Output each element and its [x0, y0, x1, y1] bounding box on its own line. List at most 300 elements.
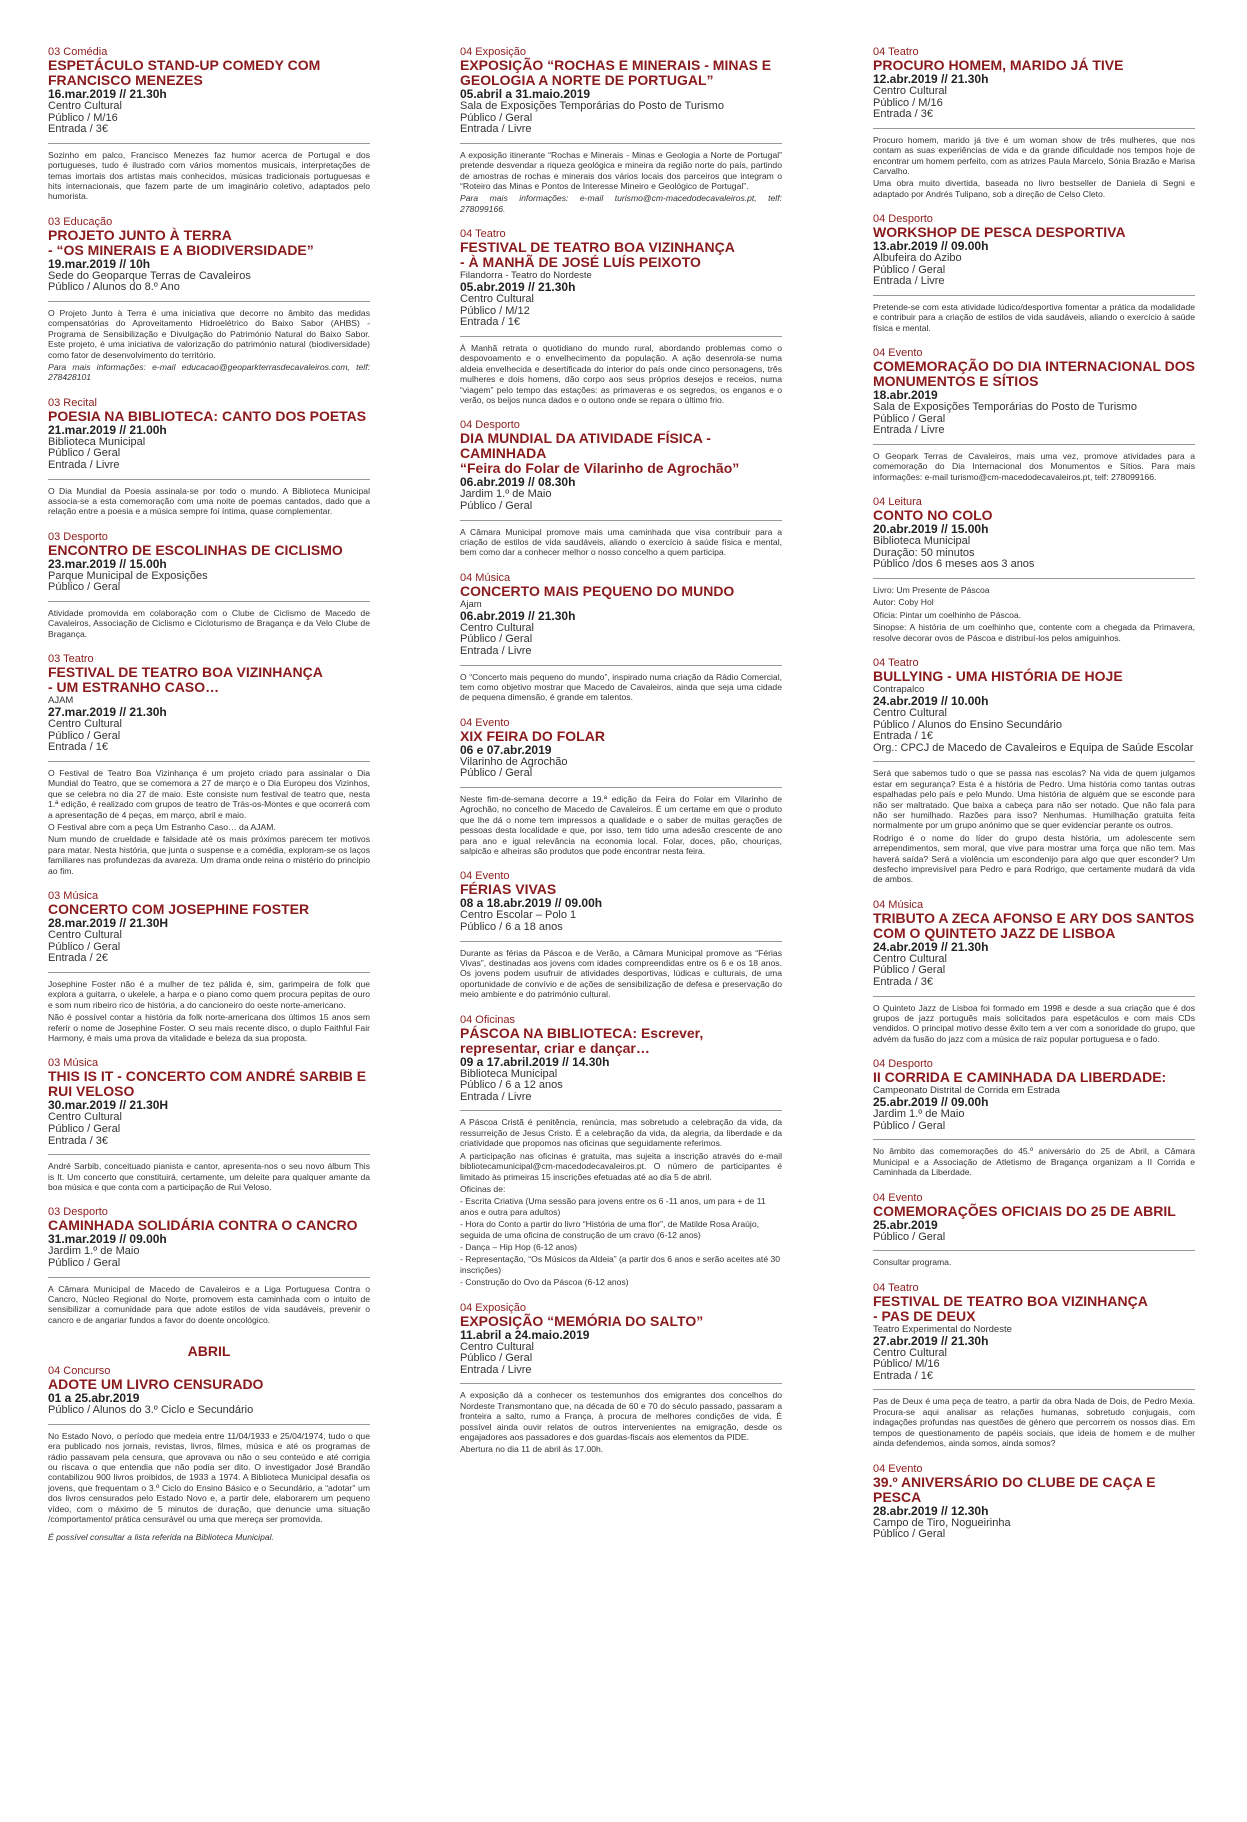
event-divider [48, 301, 370, 302]
event-title: WORKSHOP DE PESCA DESPORTIVA [873, 224, 1126, 241]
event-date: 06.abr.2019 // 08.30h [460, 475, 576, 490]
agenda-column-1 [48, 46, 370, 1822]
event-category: 04 Evento [873, 347, 923, 360]
event-spacer [873, 1270, 1195, 1282]
event-spacer [873, 645, 1195, 657]
event-info-line: Centro Cultural [873, 952, 947, 965]
event-subtitle: - “OS MINERAIS E A BIODIVERSIDADE” [48, 241, 314, 258]
event-date: 13.abr.2019 // 09.00h [873, 239, 989, 254]
event-category: 03 Comédia [48, 46, 108, 58]
event-info-line: Centro Cultural [460, 621, 534, 634]
event-info-line: Sede do Geoparque Terras de Cavaleiros [48, 269, 251, 282]
event-date: 30.mar.2019 // 21.30H [48, 1098, 169, 1113]
event-date: 05.abril a 31.maio.2019 [460, 87, 591, 101]
event-info-line: Público / Geral [48, 729, 121, 742]
event-description [48, 308, 370, 383]
event-divider [460, 665, 782, 666]
event-title: FESTIVAL DE TEATRO BOA VIZINHANÇA [48, 664, 323, 681]
event-info-line: Público / Geral [460, 1352, 533, 1365]
event-description [460, 672, 782, 703]
event-entry [460, 228, 782, 419]
event-info-line: Público / 6 a 18 anos [460, 921, 563, 934]
event-info-line: Público / Geral [48, 581, 121, 594]
event-divider [48, 761, 370, 762]
event-entry [48, 216, 370, 397]
event-spacer [48, 1327, 370, 1339]
event-info-line: Entrada / 1€ [873, 1369, 933, 1382]
event-date: 20.abr.2019 // 15.00h [873, 522, 989, 537]
event-spacer [48, 204, 370, 216]
event-description [48, 1284, 370, 1326]
event-category: 04 Evento [873, 1191, 923, 1204]
event-info-line: Centro Cultural [873, 1346, 947, 1359]
event-spacer [873, 1180, 1195, 1192]
event-entry [873, 1192, 1195, 1282]
event-info-line: Sala de Exposições Temporárias do Posto de Turismo [460, 100, 724, 112]
event-spacer [460, 216, 782, 228]
event-entry [873, 1058, 1195, 1191]
event-spacer [48, 641, 370, 653]
event-description [460, 527, 782, 558]
workshop-list-item: - Hora do Conto a partir do livro “História de uma flor”, de Matilde Rosa Araújo, seguida de uma oficina de construção de um cravo (6-12 anos) [460, 1219, 760, 1240]
event-spacer [873, 201, 1195, 213]
event-paragraph: A exposição dá a conhecer os testemunhos dos emigrantes dos concelhos do Nordeste Transmontano que, na década de 60 e 70 do século passado, passaram a fronteira a salto, rumo a França, à procura de melhores condições de vida. É possível ainda ouvir relatos de outros intervenientes na emigração, desde os engajadores aos passadores e dos guardas-fiscais aos elementos da PIDE. [460, 1390, 782, 1442]
event-info-line: Entrada / 1€ [48, 741, 108, 754]
event-title: CONTO NO COLO [873, 507, 993, 524]
event-spacer [48, 878, 370, 890]
event-title: ADOTE UM LIVRO CENSURADO [48, 1376, 264, 1393]
event-subtitle: - UM ESTRANHO CASO… [48, 679, 220, 696]
event-info-line: Entrada / 3€ [873, 108, 933, 121]
event-paragraph: O Quinteto Jazz de Lisboa foi formado em 1998 e desde a sua criação que é dos grupos de jazz português mais solicitados para espetáculos e com mais CDs vendidos. O principal motivo desse êxito tem a ver com a sonoridade do grupo, que advém da fusão do jazz com a música de raiz popular portuguesa e o fado. [873, 1002, 1195, 1044]
event-divider [873, 128, 1195, 129]
event-info-line: Entrada / Livre [48, 459, 120, 472]
event-title: TRIBUTO A ZECA AFONSO E ARY DOS SANTOS COM O QUINTETO JAZZ DE LISBOA [873, 909, 1195, 941]
event-info-line: Centro Cultural [48, 1111, 122, 1124]
event-info-line: Centro Cultural [873, 85, 947, 97]
event-info-line: Público / Geral [873, 263, 946, 276]
event-paragraph: Rodrigo é o nome do líder do grupo desta história, um adolescente sem arrependimentos, sem moral, que vive para mostrar uma força que não tem. Mas haverá saída? Será a violência um escondenijo para algo que quer esconder? Um desfecho imprevisível para Pedro e para Rodrigo, que certamente mudará da vida de ambos. [873, 832, 1195, 885]
event-date: 25.abr.2019 [873, 1217, 938, 1232]
event-date: 18.abr.2019 [873, 388, 938, 403]
event-divider [460, 1110, 782, 1111]
event-paragraph: O Geopark Terras de Cavaleiros, mais uma vez, promove atividades para a comemoração do Dia Internacional dos Monumentos e Sítios. Para mais informações: e-mail turismo@cm-macedodecavaleiros.pt, telf: 278099166. [873, 451, 1195, 482]
event-spacer [460, 407, 782, 419]
event-date: 12.abr.2019 // 21.30h [873, 72, 989, 86]
event-info-line: Público / Geral [460, 767, 533, 780]
event-info-line: Público / Geral [460, 111, 533, 124]
event-date: 09 a 17.abril.2019 // 14.30h [460, 1054, 610, 1069]
event-category: 03 Recital [48, 396, 97, 409]
event-info-line: Duração: 50 minutos [873, 546, 975, 559]
event-category: 04 Evento [460, 716, 510, 729]
event-paragraph: André Sarbib, conceituado pianista e cantor, apresenta-nos o seu novo álbum This is It. Um concerto que constituirá, certamente, um deleite para qualquer amante da boa música e que conta com a participação de Rui Veloso. [48, 1161, 370, 1192]
event-divider [873, 1139, 1195, 1140]
event-date: 06 e 07.abr.2019 [460, 742, 552, 757]
event-paragraph: A exposição itinerante “Rochas e Minerais - Minas e Geologia a Norte de Portugal” pretende desvendar a riqueza geológica e mineira da região norte do país, partindo de amostras de rochas e minerais dos vários locais dos parceiros que integram o “Roteiro das Minas e Pontos de Interesse Mineiro e Geológico de Portugal”. [460, 149, 782, 191]
event-info-line: Público / Geral [873, 1119, 946, 1132]
event-divider [460, 787, 782, 788]
event-title: EXPOSIÇÃO “ROCHAS E MINERAIS - MINAS E GEOLOGIA A NORTE DE PORTUGAL” [460, 57, 772, 88]
event-spacer [873, 1541, 1195, 1553]
event-entry [460, 1302, 782, 1469]
event-description [48, 150, 370, 202]
event-divider [48, 479, 370, 480]
event-category: 04 Concurso [48, 1365, 111, 1378]
event-category: 04 Exposição [460, 46, 527, 58]
event-info-line: Campo de Tiro, Nogueirinha [873, 1516, 1011, 1529]
event-spacer [460, 858, 782, 870]
event-date: 16.mar.2019 // 21.30h [48, 87, 167, 101]
event-paragraph: Consultar programa. [873, 1257, 952, 1268]
event-date: 01 a 25.abr.2019 [48, 1391, 140, 1406]
event-category: 04 Teatro [460, 228, 506, 241]
event-spacer [48, 519, 370, 531]
event-info-line: Entrada / 2€ [48, 952, 108, 965]
event-spacer [48, 1045, 370, 1057]
event-info-line: Centro Cultural [460, 1340, 534, 1353]
event-info-line: Público / Alunos do Ensino Secundário [873, 718, 1062, 731]
event-info-line: Sala de Exposições Temporárias do Posto de Turismo [873, 401, 1137, 414]
event-spacer [873, 1451, 1195, 1463]
event-paragraph: A participação nas oficinas é gratuita, mas sujeita a inscrição através do e-mail bibliotecamunicipal@cm-macedodecavaleiros.pt. O número de participantes é limitado às primeiras 15 inscrições efetuadas até ao dia 5 de abril. [460, 1150, 782, 1182]
event-paragraph: Oficinas de: [460, 1183, 506, 1194]
event-paragraph: Pas de Deux é uma peça de teatro, a partir da obra Nada de Dois, de Pedro Mexia. Procura-se aqui analisar as relações humanas, sobretudo conjugais, com indagações profundas nas questões de género que percorrem os nossos dias. Em tempos de questionamento de papéis sociais, que ideia de homem e de mulher ainda defendemos, ainda somos, ainda somos? [873, 1396, 1195, 1449]
event-date: 27.mar.2019 // 21.30h [48, 705, 167, 720]
event-divider [48, 143, 370, 144]
event-paragraph: O “Concerto mais pequeno do mundo”, inspirado numa criação da Rádio Comercial, tem como objetivo mostrar que Macedo de Cavaleiros, ainda que seja uma cidade de pequena dimensão, é grande em talentos. [460, 671, 782, 703]
event-paragraph: A Câmara Municipal de Macedo de Cavaleiros e a Liga Portuguesa Contra o Cancro, Núcleo Regional do Norte, promovem esta caminhada com o intuito de sensibilizar a comunidade para que adote estilos de vida saudáveis, prevenir o cancro e de angariar fundos a favor do doente oncológico. [48, 1283, 370, 1325]
event-category: 04 Teatro [873, 1281, 919, 1294]
event-info-line: Entrada / 1€ [873, 730, 933, 743]
event-category: 03 Teatro [48, 653, 94, 666]
event-entry [460, 419, 782, 571]
event-entry [460, 46, 782, 228]
event-paragraph: Atividade promovida em colaboração com o Clube de Ciclismo de Macedo de Cavaleiros, Associação de Ciclismo e Cicloturismo de Bragança e da Velo Clube de Bragança. [48, 608, 370, 639]
event-entry [873, 657, 1195, 899]
agenda-column-2 [460, 46, 782, 1822]
workshop-list-item: - Construção do Ovo da Páscoa (6-12 anos) [460, 1277, 629, 1288]
event-category: 04 Música [460, 571, 511, 584]
event-subtitle: - PAS DE DEUX [873, 1307, 976, 1324]
event-date: 05.abr.2019 // 21.30h [460, 280, 576, 295]
event-organizer: AJAM [48, 695, 74, 707]
event-description [460, 1117, 782, 1287]
event-spacer [873, 1046, 1195, 1058]
event-divider [48, 1154, 370, 1155]
event-date: 28.mar.2019 // 21.30H [48, 916, 169, 931]
event-date: 11.abril a 24.maio.2019 [460, 1327, 590, 1342]
event-divider [460, 941, 782, 942]
event-divider [873, 578, 1195, 579]
event-category: 04 Teatro [873, 657, 919, 670]
event-info-line: Centro Cultural [48, 929, 122, 942]
event-info-line: Parque Municipal de Exposições [48, 569, 208, 582]
event-info-line: Biblioteca Municipal [460, 1067, 558, 1080]
event-info-line: Público / Geral [48, 940, 121, 953]
event-info-line: Público / Alunos do 8.º Ano [48, 281, 180, 294]
event-title: II CORRIDA E CAMINHADA DA LIBERDADE: [873, 1069, 1167, 1086]
event-paragraph: Sinopse: A história de um coelhinho que, contente com a chegada da Primavera, resolve decorar ovos de Páscoa e distribuí-los pelos amiguinhos. [873, 622, 1195, 643]
event-info-line: Entrada / Livre [460, 1363, 532, 1376]
event-paragraph: O Projeto Junto à Terra é uma iniciativa que decorre no âmbito das medidas compensatórias do Aproveitamento Hidroelétrico do Baixo Sabor (AHBS) - Programa de Sensibilização e Divulgação do Património Natural do Baixo Sabor. Este projeto, é uma iniciativa de valorização do património natural (biodiversidade) como fator de desenvolvimento do território. [48, 308, 370, 360]
event-info-line: Público / Geral [460, 633, 533, 646]
event-paragraph: Oficia: Pintar um coelhinho de Páscoa. [873, 609, 1022, 620]
event-divider [48, 972, 370, 973]
event-info-line: Público / Geral [873, 1230, 946, 1243]
event-entry [48, 890, 370, 1057]
event-title: PROCURO HOMEM, MARIDO JÁ TIVE [873, 57, 1124, 73]
event-title: PROJETO JUNTO À TERRA [48, 226, 232, 243]
event-description [460, 1390, 782, 1454]
event-category: 04 Exposição [460, 1301, 527, 1314]
event-entry [873, 46, 1195, 213]
event-spacer [48, 1543, 370, 1555]
event-date: 27.abr.2019 // 21.30h [873, 1333, 989, 1348]
event-title: FESTIVAL DE TEATRO BOA VIZINHANÇA [873, 1292, 1148, 1309]
event-description [873, 302, 1195, 333]
event-title: CONCERTO MAIS PEQUENO DO MUNDO [460, 582, 735, 599]
event-info-line: Público / 6 a 12 anos [460, 1079, 563, 1092]
event-title: ESPETÁCULO STAND-UP COMEDY COM FRANCISCO MENEZES [48, 57, 321, 88]
event-entry [460, 1014, 782, 1302]
event-paragraph: No Estado Novo, o período que medeia entre 11/04/1933 e 25/04/1974, tudo o que era publicado nos jornais, revistas, livros, filmes, música e até os programas de rádio passavam pela censura, que aprovava ou não o seu conteúdo e até corrigia ou riscava o que entendia que não podia ser dito. O investigador José Brandão contabilizou 900 livros proibidos, de 1933 a 1974. A Biblioteca Municipal desafia os jovens, que frequentam o 3.º Ciclo do Ensino Básico e o Secundário, a “adotar” um dos livros censurados pelo Estado Novo e, a partir dele, elaborarem um pequeno vídeo, com o máximo de 5 minutos de duração, que denuncie uma situação /comportamento/ prática censurável ou uma que mereça ser promovida. [48, 1430, 370, 1524]
event-spacer [48, 1194, 370, 1206]
event-divider [873, 295, 1195, 296]
month-heading: ABRIL [187, 1343, 231, 1360]
event-info-line: Centro Escolar – Polo 1 [460, 909, 577, 922]
event-description [48, 768, 370, 876]
event-divider [48, 1424, 370, 1425]
event-entry [873, 899, 1195, 1058]
event-category: 04 Música [873, 898, 924, 911]
event-spacer [873, 887, 1195, 899]
event-description [48, 979, 370, 1043]
event-category: 04 Oficinas [460, 1013, 516, 1026]
event-title: 39.º ANIVERSÁRIO DO CLUBE DE CAÇA E PESCA [873, 1473, 1156, 1505]
event-title: COMEMORAÇÕES OFICIAIS DO 25 DE ABRIL [873, 1202, 1176, 1219]
event-organizer: Ajam [460, 598, 482, 610]
event-entry [873, 1463, 1195, 1553]
event-organizer: Teatro Experimental do Nordeste [873, 1323, 1012, 1335]
event-info-line: Entrada / 1€ [460, 316, 520, 329]
event-category: 03 Música [48, 1057, 99, 1070]
event-divider [48, 1277, 370, 1278]
workshop-list-item: - Representação, “Os Músicos da Aldeia” (a partir dos 6 anos e serão aceites até 30 inscrições) [460, 1254, 781, 1275]
event-title: ENCONTRO DE ESCOLINHAS DE CICLISMO [48, 541, 343, 558]
event-subtitle: - À MANHÃ DE JOSÉ LUÍS PEIXOTO [460, 254, 701, 271]
event-info-line: Entrada / Livre [873, 424, 945, 437]
event-date: 23.mar.2019 // 15.00h [48, 556, 167, 571]
event-category: 04 Desporto [873, 1058, 933, 1071]
event-info-line: Público / M/16 [873, 96, 943, 109]
event-organizer: Contrapalco [873, 684, 925, 696]
event-description [873, 451, 1195, 482]
event-info-line: Entrada / Livre [460, 123, 532, 136]
event-date: 28.abr.2019 // 12.30h [873, 1503, 989, 1518]
event-paragraph: Será que sabemos tudo o que se passa nas escolas? Na vida de quem julgamos estar em segurança? Esta é a história de Pedro. Uma história como tantas outras espalhadas pelo país e pelo Mundo. Uma história de alguém que se esconde para não ser maltratado. Que baixa a cabeça para não ser notado. Que não fala para não ser humilhado. Razões para isso? Nenhumas. Humilhação gratuita feita normalmente por um grupo anónimo que se quer evidenciar perante os outros. [873, 768, 1195, 831]
event-date: 19.mar.2019 // 10h [48, 256, 151, 271]
event-divider [460, 520, 782, 521]
event-description [460, 948, 782, 1000]
event-category: 04 Evento [873, 1462, 923, 1475]
event-category: 04 Desporto [873, 213, 933, 226]
event-title: XIX FEIRA DO FOLAR [460, 727, 605, 744]
event-info-line: Jardim 1.º de Maio [48, 1245, 140, 1258]
event-info-line: Centro Cultural [48, 100, 122, 112]
event-info-line: Centro Cultural [873, 707, 947, 720]
event-info-line: Público/ M/16 [873, 1358, 940, 1371]
event-info-line: Entrada / Livre [460, 645, 532, 658]
event-contact-note: Para mais informações: e-mail turismo@cm-macedodecavaleiros.pt, telf: 278099166. [460, 193, 782, 214]
event-entry [48, 1057, 370, 1206]
event-title: FÉRIAS VIVAS [460, 881, 557, 898]
event-title: DIA MUNDIAL DA ATIVIDADE FÍSICA - CAMINHADA [460, 430, 711, 462]
event-info-line: Público / Geral [460, 500, 533, 513]
event-description [873, 135, 1195, 199]
event-divider [460, 143, 782, 144]
event-description [873, 1003, 1195, 1045]
event-category: 03 Educação [48, 215, 113, 228]
event-spacer [460, 1002, 782, 1014]
event-contact-note: Para mais informações: e-mail educacao@geoparkterrasdecavaleiros.com, telf: 278428101 [48, 362, 370, 383]
event-divider [460, 336, 782, 337]
event-date: 21.mar.2019 // 21.00h [48, 422, 167, 437]
event-entry [48, 1365, 370, 1555]
event-info-line: Entrada / 3€ [48, 1134, 108, 1147]
event-divider [873, 761, 1195, 762]
event-description [48, 1431, 370, 1543]
event-paragraph: No âmbito das comemorações do 45.º aniversário do 25 de Abril, a Câmara Municipal e a Associação de Atletismo de Bragança organizam a II Corrida e Caminhada da Liberdade. [873, 1146, 1195, 1178]
event-divider [873, 996, 1195, 997]
event-paragraph: Num mundo de crueldade e falsidade até os mais próximos parecem ter motivos para matar. Nesta história, que junta o suspense e a comédia, exploram-se os laços familiares nas profundezas da avareza. Um drama onde reina o mistério do princípio ao fim. [48, 834, 370, 876]
event-info-line: Entrada / Livre [460, 1090, 532, 1103]
event-spacer [460, 705, 782, 717]
event-info-line: Público / M/12 [460, 304, 530, 317]
event-description [460, 343, 782, 405]
event-info-line: Público / Geral [873, 1528, 946, 1541]
event-entry [48, 397, 370, 531]
event-info-line: Público / Alunos do 3.º Ciclo e Secundário [48, 1404, 254, 1417]
event-info-line: Público /dos 6 meses aos 3 anos [873, 558, 1035, 571]
event-divider [460, 1383, 782, 1384]
event-info-line: Público / Geral [873, 412, 946, 425]
event-date: 24.abr.2019 // 21.30h [873, 939, 989, 954]
event-title: CAMINHADA SOLIDÁRIA CONTRA O CANCRO [48, 1217, 358, 1234]
event-title: COMEMORAÇÃO DO DIA INTERNACIONAL DOS MONUMENTOS E SÍTIOS [873, 358, 1195, 390]
event-entry [873, 213, 1195, 347]
event-description [873, 585, 1195, 643]
event-divider [48, 601, 370, 602]
event-entry [48, 531, 370, 653]
agenda-column-3 [873, 46, 1195, 1822]
event-title: CONCERTO COM JOSEPHINE FOSTER [48, 901, 310, 918]
event-date: 25.abr.2019 // 09.00h [873, 1095, 989, 1110]
event-title: FESTIVAL DE TEATRO BOA VIZINHANÇA [460, 239, 735, 256]
event-info-line: Público / Geral [48, 1256, 121, 1269]
event-entry [873, 1282, 1195, 1463]
event-info-line: Jardim 1.º de Maio [873, 1108, 965, 1121]
event-info-line: Entrada / Livre [873, 275, 945, 288]
event-paragraph: Sozinho em palco, Francisco Menezes faz humor acerca de Portugal e dos portugueses, tudo é ilustrado com vários momentos musicais, interpretações de temas imortais dos artistas mais conhecidos, músicas tradicionais portuguesas e hits internacionais, que fazem parte de um imaginário coletivo, adaptados pelo humorista. [48, 149, 370, 202]
event-paragraph: Neste fim-de-semana decorre a 19.ª edição da Feira do Folar em Vilarinho de Agrochão, no concelho de Macedo de Cavaleiros. É um certame em que o produto que lhe dá o nome tem impressos a qualidade e o saber de muitas gerações de pessoas desta localidade e que, por isso, tem tido uma adesão crescente de ano para ano e igual relevância na economia local. Folar, doces, pão, chouriças, salpicão e alheiras são produtos que pode encontrar nesta feira. [460, 794, 782, 857]
event-date: 24.abr.2019 // 10.00h [873, 694, 989, 709]
event-title: PÁSCOA NA BIBLIOTECA: Escrever, representar, criar e dançar… [460, 1024, 704, 1056]
event-spacer [873, 484, 1195, 496]
event-category: 04 Desporto [460, 419, 520, 432]
event-entry [460, 717, 782, 871]
event-title: POESIA NA BIBLIOTECA: CANTO DOS POETAS [48, 407, 367, 424]
event-paragraph: Procuro homem, marido já tive é um woman show de três mulheres, que nos contam as suas experiências de vida e da grande dificuldade nos tempos hoje de encontrar um homem perfeito, com as atrizes Paula Marcelo, Sónia Brazão e Marisa Carvalho. [873, 134, 1195, 176]
event-description [460, 150, 782, 214]
event-divider [873, 1389, 1195, 1390]
event-date: 06.abr.2019 // 21.30h [460, 608, 576, 623]
event-category: 03 Desporto [48, 530, 108, 543]
event-paragraph: O Dia Mundial da Poesia assinala-se por todo o mundo. A Biblioteca Municipal associa-se a esta comemoração com uma noite de poemas cantados, dado que a relação entre a poesia e a música sempre foi íntima, quase complementar. [48, 485, 370, 517]
event-description [48, 608, 370, 639]
event-description [48, 486, 370, 517]
event-info-line: Org.: CPCJ de Macedo de Cavaleiros e Equipa de Saúde Escolar [873, 741, 1194, 754]
event-divider [873, 1250, 1195, 1251]
event-spacer [873, 335, 1195, 347]
event-spacer [460, 1290, 782, 1302]
event-spacer [460, 560, 782, 572]
event-subtitle: “Feira do Folar de Vilarinho de Agrochão” [460, 460, 740, 477]
event-description [873, 1396, 1195, 1448]
event-info-line: Público / Geral [873, 964, 946, 977]
event-info-line: Centro Cultural [48, 718, 122, 731]
event-paragraph: O Festival de Teatro Boa Vizinhança é um projeto criado para assinalar o Dia Mundial do Teatro, que se comemora a 27 de março e o Dia Europeu dos Vizinhos, que se celebra no dia 27 de maio. Este consiste num festival de teatro que, nesta 1.ª edição, é realizado com grupos de teatro de Trás-os-Montes e que ocorrerá com a apresentação de 4 peças, em março, abril e maio. [48, 768, 370, 820]
event-info-line: Jardim 1.º de Maio [460, 488, 552, 501]
event-entry [873, 496, 1195, 657]
event-category: 04 Teatro [873, 46, 919, 58]
event-organizer: Campeonato Distrital de Corrida em Estrada [873, 1085, 1060, 1097]
event-organizer: Filandorra - Teatro do Nordeste [460, 270, 592, 282]
event-paragraph: A Câmara Municipal promove mais uma caminhada que visa contribuir para a criação de estilos de vida saudáveis, aliando o exercício à saúde física e mental, bem como dar a conhecer melhor o nosso concelho a quem participa. [460, 526, 782, 558]
event-info-line: Biblioteca Municipal [48, 435, 146, 448]
event-entry [48, 46, 370, 216]
event-spacer [460, 1457, 782, 1469]
event-title: EXPOSIÇÃO “MEMÓRIA DO SALTO” [460, 1312, 704, 1329]
event-info-line: Público / Geral [48, 1122, 121, 1135]
event-info-line: Entrada / 3€ [48, 123, 108, 136]
event-description [873, 1146, 1195, 1177]
event-category: 04 Evento [460, 870, 510, 883]
event-info-line: Público / M/16 [48, 111, 118, 124]
event-description [460, 794, 782, 856]
event-entry [460, 572, 782, 717]
workshop-list-item: - Dança – Hip Hop (6-12 anos) [460, 1241, 578, 1252]
event-category: 03 Música [48, 890, 99, 903]
event-paragraph: À Manhã retrata o quotidiano do mundo rural, abordando problemas como o despovoamento e o envelhecimento da população. A ação desenrola-se numa aldeia envelhecida e desertificada do interior do país onde cinco personagens, três mulheres e dois homens, dão corpo aos seus próprios desejos e receios, numa “viagem” pelo tempo das estações: as primaveras e os segredos, os enganos e o verão, os beijos nunca dados e o outono onde se repara o último frio. [460, 343, 782, 406]
event-paragraph: A Páscoa Cristã é penitência, renúncia, mas sobretudo a celebração da vida, da ressurreição de Jesus Cristo. É a celebração da vida, da alegria, da liberdade e da criatividade que propomos nas oficinas que seguidamente referimos. [460, 1117, 782, 1149]
event-category: 03 Desporto [48, 1206, 108, 1219]
event-entry [873, 347, 1195, 496]
event-paragraph: Uma obra muito divertida, baseada no livro bestseller de Daniela di Segni e adaptado por Andrés Tulipano, sob a direção de Celso Cleto. [873, 178, 1195, 199]
event-description [873, 768, 1195, 884]
event-title: THIS IS IT - CONCERTO COM ANDRÉ SARBIB E RUI VELOSO [48, 1068, 367, 1100]
event-entry [48, 1206, 370, 1339]
event-paragraph: Livro: Um Presente de Páscoa [873, 585, 990, 595]
event-info-line: Público / Geral [48, 447, 121, 460]
event-paragraph: Josephine Foster não é a mulher de tez pálida é, sim, garimpeira de folk que explora a guitarra, o ukelele, a harpa e o piano como quem procura pepitas de ouro e som num ribeiro rico de história, a do cancioneiro do oeste norte-americano. [48, 978, 370, 1010]
event-description [48, 1161, 370, 1192]
event-paragraph: Durante as férias da Páscoa e de Verão, a Câmara Municipal promove as “Férias Vivas”, destinadas aos jovens com idades compreendidas entre os 6 e os 18 anos. Os jovens podem usufruir de atividades desportivas, lúdicas e culturais, de uma oportunidade de convívio e de ações de sensibilização de defesa e preservação do meio ambiente e do património cultural. [460, 947, 782, 1000]
workshop-list-item: - Escrita Criativa (Uma sessão para jovens entre os 6 -11 anos, um para + de 11 anos e outra para adultos) [460, 1196, 766, 1217]
event-paragraph: Autor: Coby Hol [873, 597, 934, 608]
event-paragraph: O Festival abre com a peça Um Estranho Caso… da AJAM. [48, 822, 276, 833]
event-info-line: Vilarinho de Agrochão [460, 755, 568, 768]
